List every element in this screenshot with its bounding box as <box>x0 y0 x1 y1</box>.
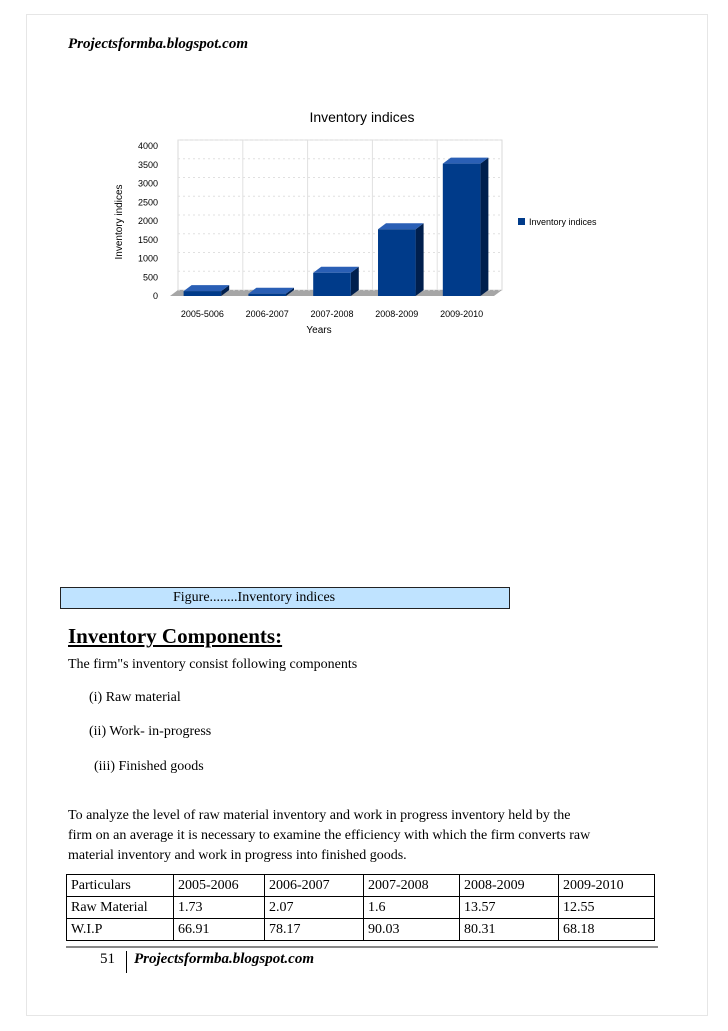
inventory-chart <box>60 100 680 350</box>
table-header-cell: 2007-2008 <box>364 875 460 897</box>
y-tick-label: 1000 <box>137 253 158 264</box>
x-tick-label: 2008-2009 <box>375 309 419 319</box>
y-tick-label: 4000 <box>137 141 158 151</box>
list-item: (iii) Finished goods <box>94 759 204 774</box>
table-cell: 2.07 <box>265 897 364 919</box>
page-number: 51 <box>100 951 115 967</box>
table-cell: 13.57 <box>460 897 559 919</box>
page-header: Projectsformba.blogspot.com <box>68 36 248 52</box>
y-tick-label: 1500 <box>137 234 158 245</box>
table-cell: 1.6 <box>364 897 460 919</box>
x-tick-label: 2005-5006 <box>180 309 224 319</box>
bar <box>443 164 481 296</box>
paragraph-line: To analyze the level of raw material inventory and work in progress inventory held by the <box>68 808 571 823</box>
chart-plot-area <box>138 140 502 319</box>
table-header-cell: 2008-2009 <box>460 875 559 897</box>
list-item: (ii) Work- in-progress <box>89 724 212 739</box>
bar-top <box>378 223 424 229</box>
table-row <box>67 897 655 919</box>
x-tick-label: 2007-2008 <box>310 309 354 319</box>
bar-top <box>248 288 294 294</box>
list-item: (i) Raw material <box>89 690 181 705</box>
footer-separator <box>126 951 127 973</box>
chart-svg <box>60 100 680 350</box>
table-cell: 78.17 <box>265 919 364 941</box>
page-footer <box>100 951 314 968</box>
y-tick-label: 0 <box>152 291 158 301</box>
figure-caption <box>60 587 510 609</box>
table-cell: 12.55 <box>559 897 655 919</box>
table-header-cell: Particulars <box>67 875 174 897</box>
bar-top <box>313 267 359 273</box>
legend-swatch <box>518 218 525 225</box>
table-header-row <box>67 875 655 897</box>
bar <box>184 291 222 296</box>
footer-divider <box>66 946 658 948</box>
table-cell: 1.73 <box>174 897 265 919</box>
y-tick-label: 3500 <box>137 159 158 170</box>
bar <box>378 229 416 296</box>
footer-site: Projectsformba.blogspot.com <box>134 951 314 967</box>
section-title: Inventory Components: <box>68 624 283 648</box>
y-tick-label: 2500 <box>137 197 158 208</box>
y-tick-label: 2000 <box>137 216 158 226</box>
chart-ylabel: Inventory indices <box>114 184 125 260</box>
bar <box>313 273 351 296</box>
table-cell: 68.18 <box>559 919 655 941</box>
caption-text: Figure........Inventory indices <box>173 590 336 605</box>
bar <box>248 294 286 296</box>
paragraph-line: firm on an average it is necessary to examine the efficiency with which the firm converts raw <box>68 828 591 843</box>
y-tick-label: 3000 <box>137 178 158 189</box>
table-cell: Raw Material <box>67 897 174 919</box>
y-tick-label: 500 <box>142 272 158 283</box>
table-header-cell: 2009-2010 <box>559 875 655 897</box>
table-header-cell: 2006-2007 <box>265 875 364 897</box>
bar-top <box>184 285 230 291</box>
table-cell: W.I.P <box>67 919 174 941</box>
bar-top <box>443 158 489 164</box>
x-tick-label: 2009-2010 <box>440 309 484 319</box>
paragraph-line: material inventory and work in progress into finished goods. <box>68 848 407 863</box>
table-cell: 66.91 <box>174 919 265 941</box>
chart-xlabel: Years <box>306 325 332 336</box>
table-cell: 90.03 <box>364 919 460 941</box>
section-intro: The firm"s inventory consist following components <box>68 657 358 672</box>
table-row <box>67 919 655 941</box>
legend-label: Inventory indices <box>529 217 597 227</box>
x-tick-label: 2006-2007 <box>245 309 289 319</box>
paragraph <box>68 806 590 866</box>
bar-side <box>480 158 488 296</box>
table-header-cell: 2005-2006 <box>174 875 265 897</box>
chart-title: Inventory indices <box>309 109 415 125</box>
inventory-table <box>66 874 655 941</box>
bar-side <box>416 223 424 296</box>
table-cell: 80.31 <box>460 919 559 941</box>
